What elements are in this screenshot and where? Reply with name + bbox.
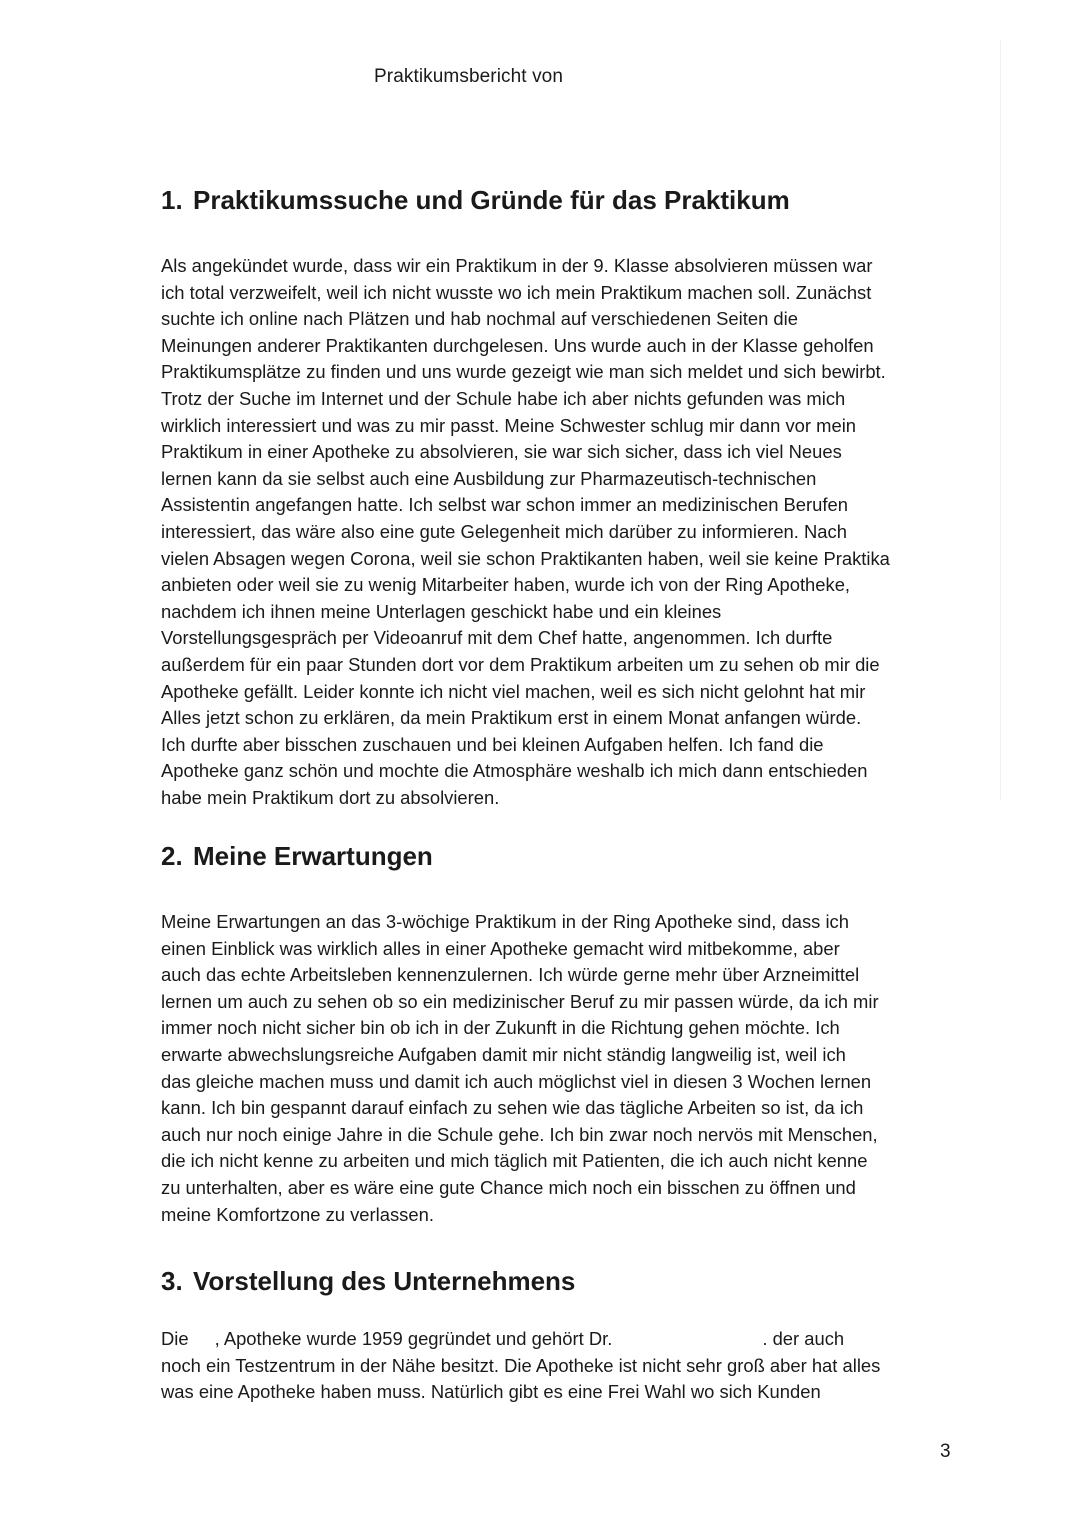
paragraph-line: auch das echte Arbeitsleben kennenzulernen. Ich würde gerne mehr über Arzneimittel	[161, 964, 860, 986]
section-number: 2.	[161, 841, 183, 871]
paragraph-line: anbieten oder weil sie zu wenig Mitarbeiter haben, wurde ich von der Ring Apotheke,	[161, 574, 851, 596]
section-heading-3	[161, 1266, 575, 1297]
redacted-author-name	[568, 68, 688, 86]
paragraph-line: Als angekündet wurde, dass wir ein Praktikum in der 9. Klasse absolvieren müssen war	[161, 255, 873, 276]
paragraph-line: was eine Apotheke haben muss. Natürlich gibt es eine Frei Wahl wo sich Kunden	[161, 1381, 821, 1403]
paragraph-line: Assistentin angefangen hatte. Ich selbst war schon immer an medizinischen Berufen	[161, 494, 848, 516]
section-title: Praktikumssuche und Gründe für das Praktikum	[193, 185, 790, 215]
paragraph-line: noch ein Testzentrum in der Nähe besitzt. Die Apotheke ist nicht sehr groß aber hat alles	[161, 1354, 881, 1376]
paragraph-line: Apotheke gefällt. Leider konnte ich nicht viel machen, weil es sich nicht gelohnt hat mir	[161, 680, 866, 702]
paragraph-line: Meine Erwartungen an das 3-wöchige Praktikum in der Ring Apotheke sind, dass ich	[161, 911, 849, 932]
paragraph-line: vielen Absagen wegen Corona, weil sie schon Praktikanten haben, weil sie keine Praktika	[161, 547, 890, 569]
paragraph-line: lernen um auch zu sehen ob so ein medizinischer Beruf zu mir passen würde, da ich mir	[161, 990, 879, 1012]
scan-mark	[1000, 40, 1001, 800]
paragraph-line: ich total verzweifelt, weil ich nicht wusste wo ich mein Praktikum machen soll. Zunächst	[161, 281, 872, 303]
paragraph-line: habe mein Praktikum dort zu absolvieren.	[161, 786, 500, 808]
paragraph-line: Vorstellungsgespräch per Videoanruf mit dem Chef hatte, angenommen. Ich durfte	[161, 627, 833, 649]
section-heading-2	[161, 841, 433, 872]
page-number: 3	[940, 1441, 951, 1462]
paragraph-line: Alles jetzt schon zu erklären, da mein Praktikum erst in einem Monat anfangen würde.	[161, 707, 862, 729]
paragraph-line: Praktikumsplätze zu finden und uns wurde gezeigt wie man sich meldet und sich bewirbt.	[161, 361, 886, 383]
paragraph-line: auch nur noch einige Jahre in die Schule gehe. Ich bin zwar noch nervös mit Menschen,	[161, 1123, 878, 1145]
paragraph-line: Ich durfte aber bisschen zuschauen und bei kleinen Aufgaben helfen. Ich fand die	[161, 733, 824, 755]
page-header	[374, 66, 688, 88]
section-1-paragraph	[161, 253, 961, 811]
paragraph-line: das gleiche machen muss und damit ich auch möglichst viel in diesen 3 Wochen lernen	[161, 1070, 872, 1092]
paragraph-line: suchte ich online nach Plätzen und hab nochmal auf verschiedenen Seiten die	[161, 308, 798, 330]
paragraph-line: Apotheke ganz schön und mochte die Atmosphäre weshalb ich mich dann entschieden	[161, 760, 868, 782]
paragraph-line: Trotz der Suche im Internet und der Schule habe ich aber nichts gefunden was mich	[161, 387, 846, 409]
paragraph-line: interessiert, das wäre also eine gute Gelegenheit mich darüber zu informieren. Nach	[161, 520, 847, 542]
paragraph-line: außerdem für ein paar Stunden dort vor dem Praktikum arbeiten um zu sehen ob mir die	[161, 653, 880, 675]
paragraph-line: erwarte abwechslungsreiche Aufgaben damit mir nicht ständig langweilig ist, weil ich	[161, 1043, 846, 1065]
paragraph-line: immer noch nicht sicher bin ob ich in der Zukunft in die Richtung gehen möchte. Ich	[161, 1017, 840, 1039]
paragraph-line: nachdem ich ihnen meine Unterlagen geschickt habe und ein kleines	[161, 600, 722, 622]
paragraph-line: einen Einblick was wirklich alles in einer Apotheke gemacht wird mitbekomme, aber	[161, 937, 840, 959]
section-number: 1.	[161, 185, 183, 215]
section-number: 3.	[161, 1266, 183, 1296]
header-text: Praktikumsbericht von	[374, 66, 564, 87]
line-text: Die	[161, 1328, 189, 1349]
line-text: . der auch	[762, 1328, 845, 1349]
paragraph-line	[161, 1326, 961, 1353]
section-title: Vorstellung des Unternehmens	[193, 1266, 576, 1296]
section-2-paragraph	[161, 909, 961, 1228]
paragraph-line: zu unterhalten, aber es wäre eine gute Chance mich noch ein bisschen zu öffnen und	[161, 1176, 856, 1198]
section-3-paragraph	[161, 1326, 961, 1406]
paragraph-line: meine Komfortzone zu verlassen.	[161, 1203, 434, 1225]
paragraph-line: wirklich interessiert und was zu mir passt. Meine Schwester schlug mir dann vor mein	[161, 414, 857, 436]
paragraph-line: kann. Ich bin gespannt darauf einfach zu sehen wie das tägliche Arbeiten so ist, da ich	[161, 1097, 864, 1119]
section-heading-1	[161, 185, 790, 216]
paragraph-line: die ich nicht kenne zu arbeiten und mich täglich mit Patienten, die ich auch nicht kenne	[161, 1150, 868, 1172]
paragraph-line: Praktikum in einer Apotheke zu absolvieren, sie war sich sicher, dass ich viel Neues	[161, 441, 842, 463]
paragraph-line: Meinungen anderer Praktikanten durchgelesen. Uns wurde auch in der Klasse geholfen	[161, 334, 874, 356]
line-text: , Apotheke wurde 1959 gegründet und gehört Dr.	[214, 1328, 613, 1349]
paragraph-line: lernen kann da sie selbst auch eine Ausbildung zur Pharmazeutisch-technischen	[161, 467, 817, 489]
section-title: Meine Erwartungen	[193, 841, 433, 871]
